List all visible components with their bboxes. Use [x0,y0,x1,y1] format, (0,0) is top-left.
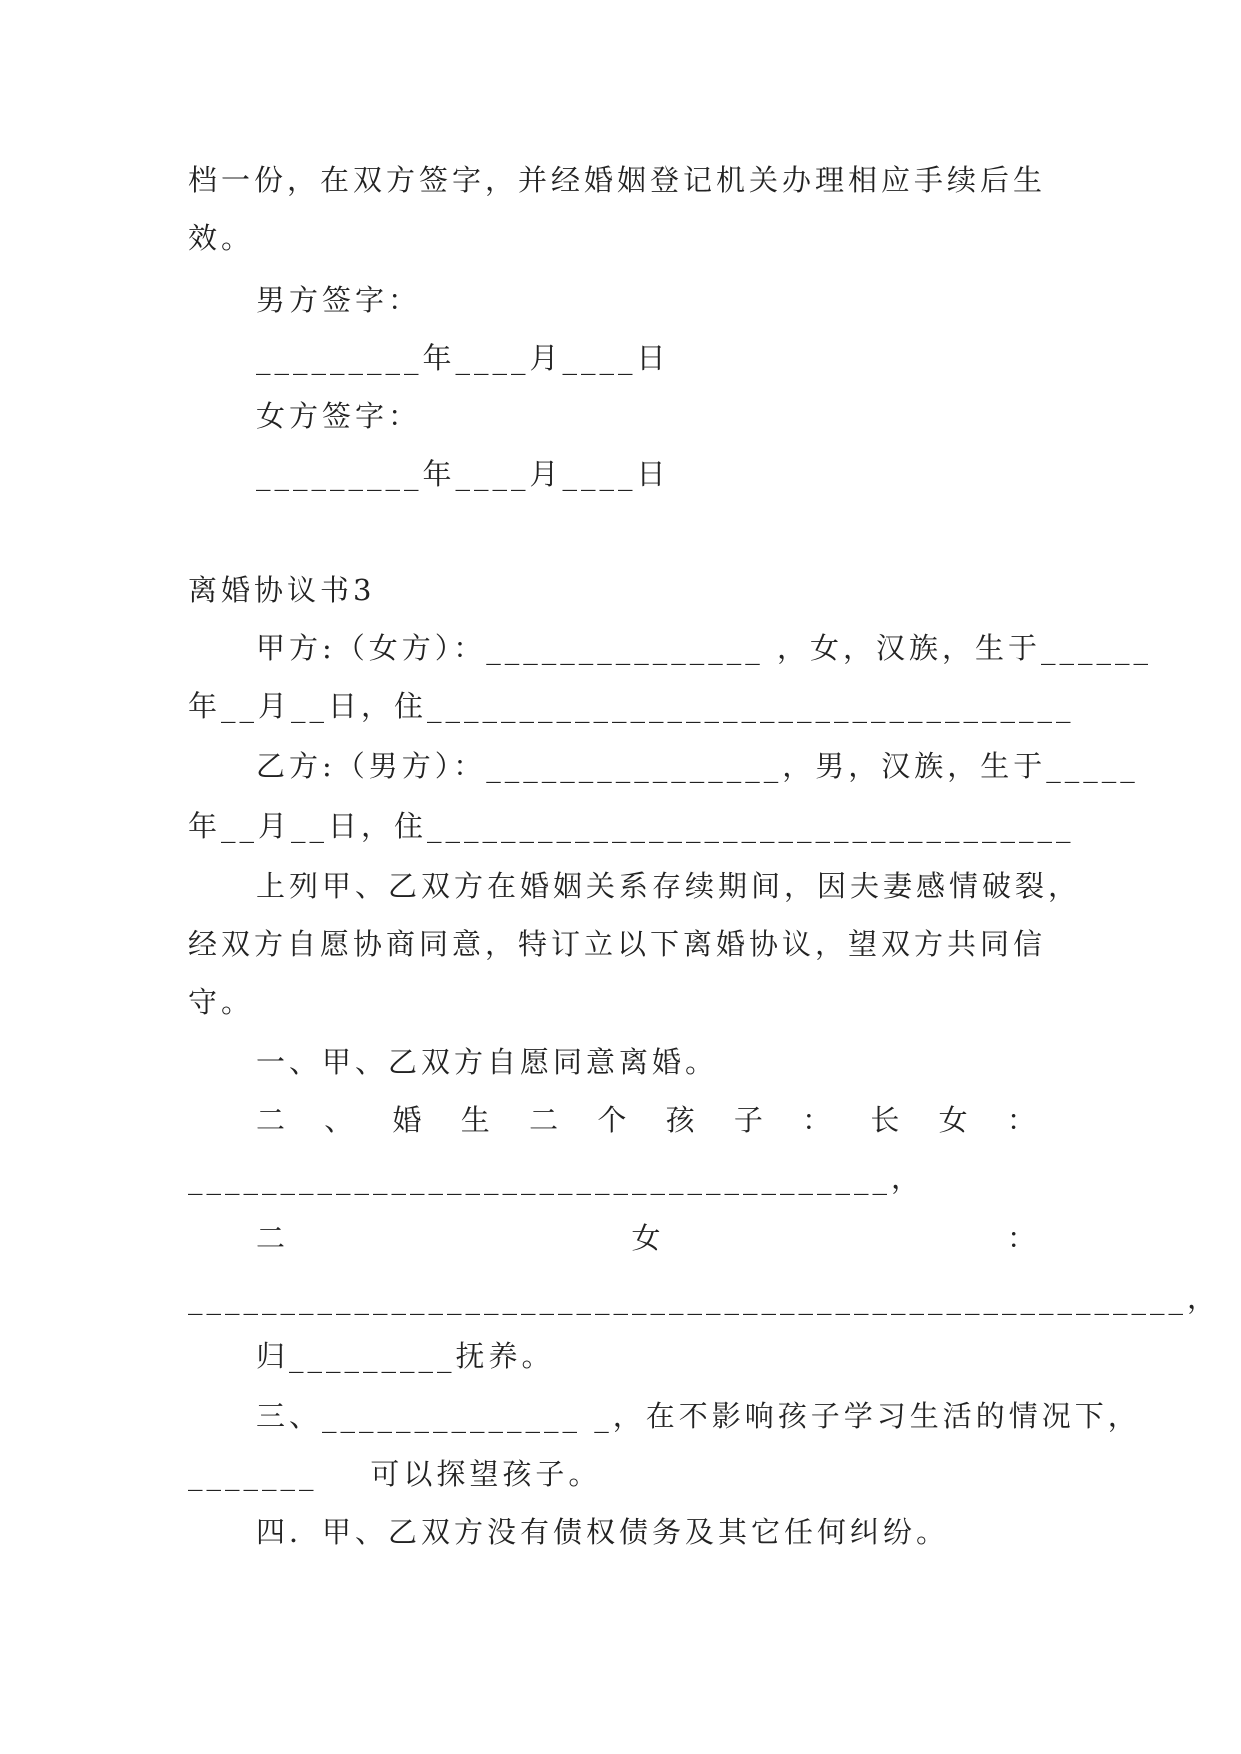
text-line: 守。 [188,985,255,1019]
text-line: 经双方自愿协商同意，特订立以下离婚协议，望双方共同信 [188,927,1047,961]
text-char: 孩 [665,1103,695,1137]
text-line: _______ 可以探望孩子。 [188,1457,602,1491]
text-char: 二 [256,1103,286,1137]
text-line: 档一份，在双方签字，并经婚姻登记机关办理相应手续后生 [188,163,1047,197]
party-a-line: 甲方:（女方）：_______________ ，女，汉族，生于______ [256,631,1152,665]
text-char: 长 [870,1103,900,1137]
text-line: ______________________________________， [188,1161,925,1195]
text-char: 、 [324,1103,354,1137]
custody-line: 归_________抚养。 [256,1339,555,1373]
party-a-address: 年__月__日，住___________________________________ [188,689,1075,723]
text-char: 二 [256,1221,286,1255]
text-line: 上列甲、乙双方在婚姻关系存续期间，因夫妻感情破裂， [256,869,1082,903]
male-signature-date: _________年____月____日 [256,341,670,375]
text-line: 效。 [188,221,255,255]
text-char: ： [1006,1103,1036,1137]
male-signature-label: 男方签字： [256,283,422,317]
second-daughter-line [256,1218,1036,1258]
female-signature-label: 女方签字： [256,399,422,433]
text-char: 子 [733,1103,763,1137]
female-signature-date: _________年____月____日 [256,457,670,491]
text-char: 个 [597,1103,627,1137]
text-char: 女 [631,1221,661,1255]
text-line: ______________________________________________________， [188,1281,1220,1315]
clause-four: 四．甲、乙双方没有债权债务及其它任何纠纷。 [256,1515,950,1549]
clause-three: 三、______________ _，在不影响孩子学习生活的情况下， [256,1399,1141,1433]
text-char: ： [1006,1221,1036,1255]
party-b-address: 年__月__日，住___________________________________ [188,809,1075,843]
party-b-line: 乙方:（男方）：________________，男，汉族，生于_____ [256,749,1139,783]
text-char: ： [802,1103,832,1137]
section-title: 离婚协议书3 [188,573,376,607]
clause-two-line [256,1100,1036,1140]
clause-one: 一、甲、乙双方自愿同意离婚。 [256,1045,719,1079]
text-char: 生 [460,1103,490,1137]
text-char: 二 [529,1103,559,1137]
text-char: 女 [938,1103,968,1137]
text-char: 婚 [392,1103,422,1137]
